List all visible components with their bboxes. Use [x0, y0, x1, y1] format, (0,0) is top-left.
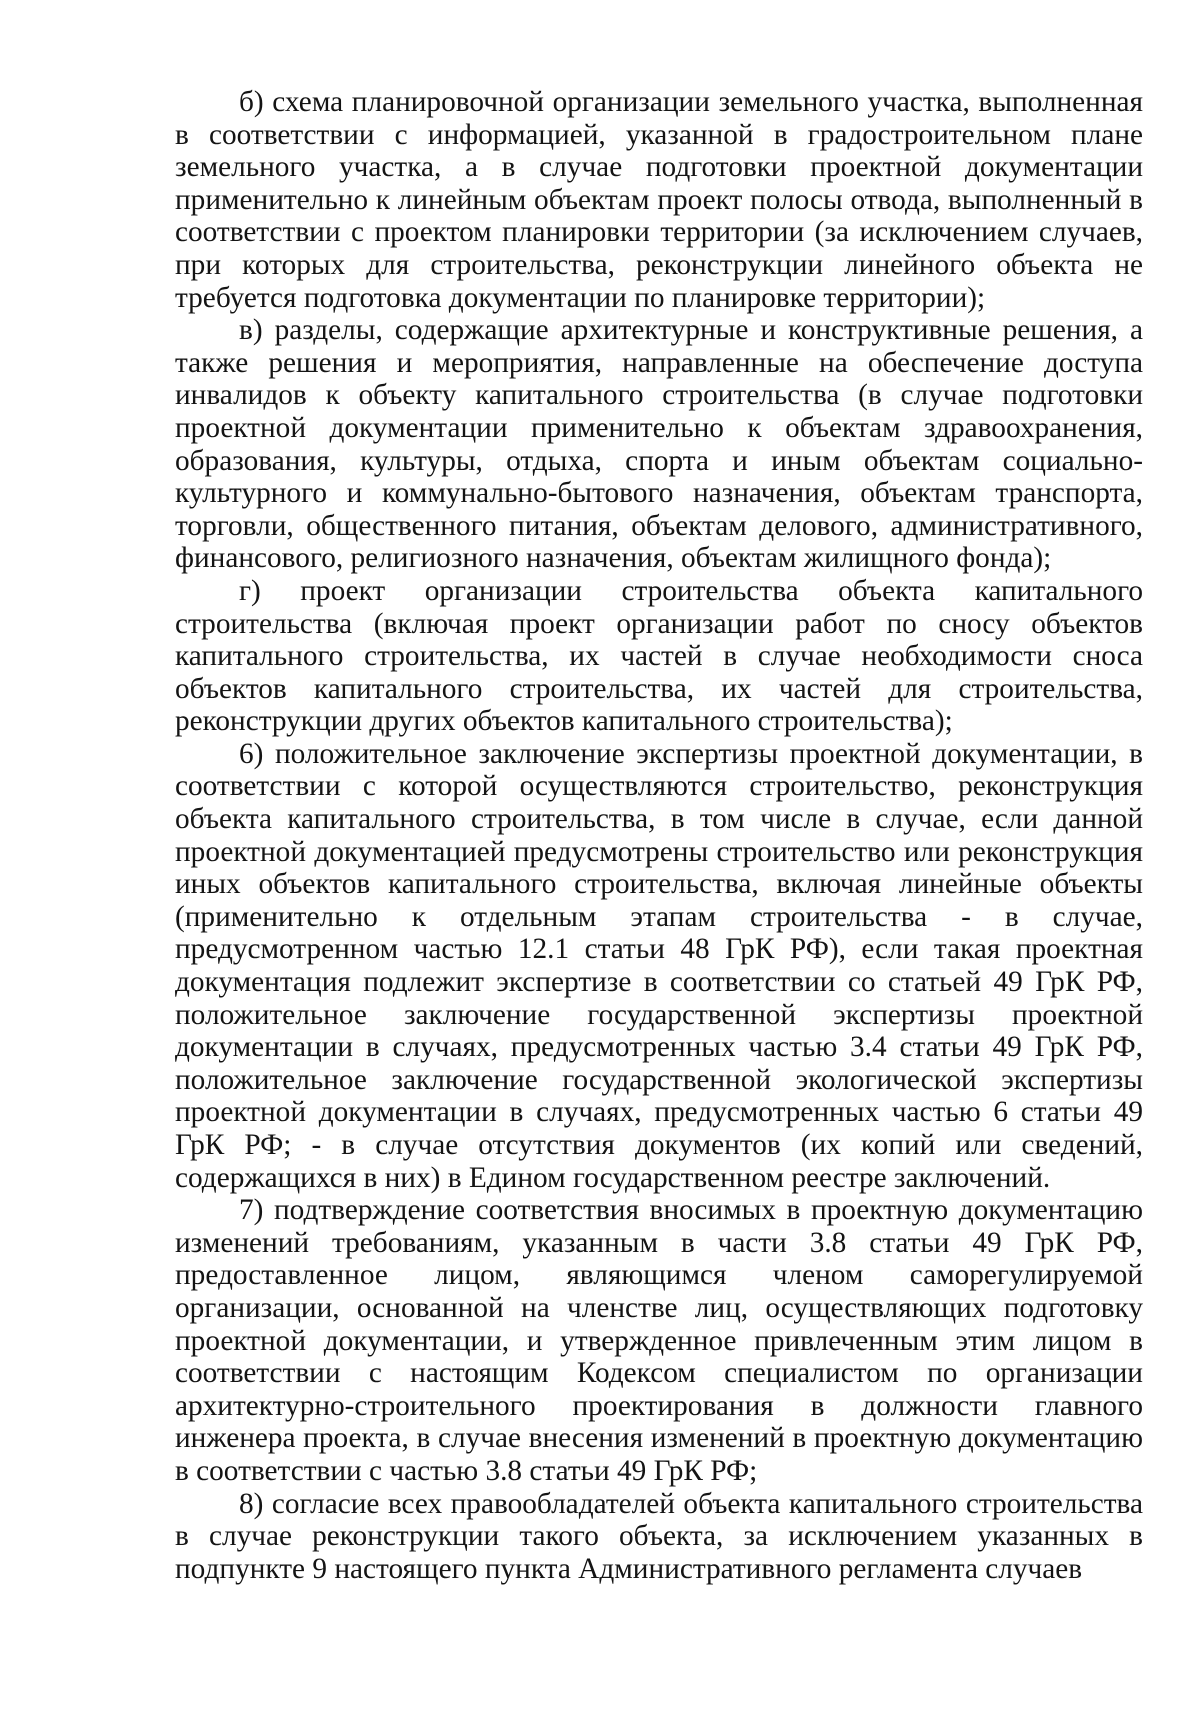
paragraph-v-architectural-sections: в) разделы, содержащие архитектурные и конструктивные решения, а также решения и мероприятия, направленные на обеспечение доступа инвалидов к объекту капитального строительства (в случае подготовки проектной документации применительно к объектам здравоохранения, образования, культуры, отдыха, спорта и иным объектам социально-культурного и коммунально-бытового назначения, объектам транспорта, торговли, общественного питания, объектам делового, административного, финансового, религиозного назначения, объектам жилищного фонда); — [175, 314, 1143, 575]
document-body — [175, 86, 1143, 1585]
paragraph-6-expertise-conclusion: 6) положительное заключение экспертизы проектной документации, в соответствии с которой осуществляются строительство, реконструкция объекта капитального строительства, в том числе в случае, если данной проектной документацией предусмотрены строительство или реконструкция иных объектов капитального строительства, включая линейные объекты (применительно к отдельным этапам строительства - в случае, предусмотренном частью 12.1 статьи 48 ГрК РФ), если такая проектная документация подлежит экспертизе в соответствии со статьей 49 ГрК РФ, положительное заключение государственной экспертизы проектной документации в случаях, предусмотренных частью 3.4 статьи 49 ГрК РФ, положительное заключение государственной экологической экспертизы проектной документации в случаях, предусмотренных частью 6 статьи 49 ГрК РФ; - в случае отсутствия документов (их копий или сведений, содержащихся в них) в Едином государственном реестре заключений. — [175, 737, 1143, 1194]
paragraph-b-land-plot-scheme: б) схема планировочной организации земельного участка, выполненная в соответствии с информацией, указанной в градостроительном плане земельного участка, а в случае подготовки проектной документации применительно к линейным объектам проект полосы отвода, выполненный в соответствии с проектом планировки территории (за исключением случаев, при которых для строительства, реконструкции линейного объекта не требуется подготовка документации по планировке территории); — [175, 86, 1143, 314]
paragraph-7-changes-confirmation: 7) подтверждение соответствия вносимых в проектную документацию изменений требованиям, указанным в части 3.8 статьи 49 ГрК РФ, предоставленное лицом, являющимся членом саморегулируемой организации, основанной на членстве лиц, осуществляющих подготовку проектной документации, и утвержденное привлеченным этим лицом в соответствии с настоящим Кодексом специалистом по организации архитектурно-строительного проектирования в должности главного инженера проекта, в случае внесения изменений в проектную документацию в соответствии с частью 3.8 статьи 49 ГрК РФ; — [175, 1194, 1143, 1487]
paragraph-8-owners-consent: 8) согласие всех правообладателей объекта капитального строительства в случае реконструкции такого объекта, за исключением указанных в подпункте 9 настоящего пункта Административного регламента случаев — [175, 1487, 1143, 1585]
paragraph-g-construction-organization: г) проект организации строительства объекта капитального строительства (включая проект организации работ по сносу объектов капитального строительства, их частей в случае необходимости сноса объектов капитального строительства, их частей для строительства, реконструкции других объектов капитального строительства); — [175, 574, 1143, 738]
